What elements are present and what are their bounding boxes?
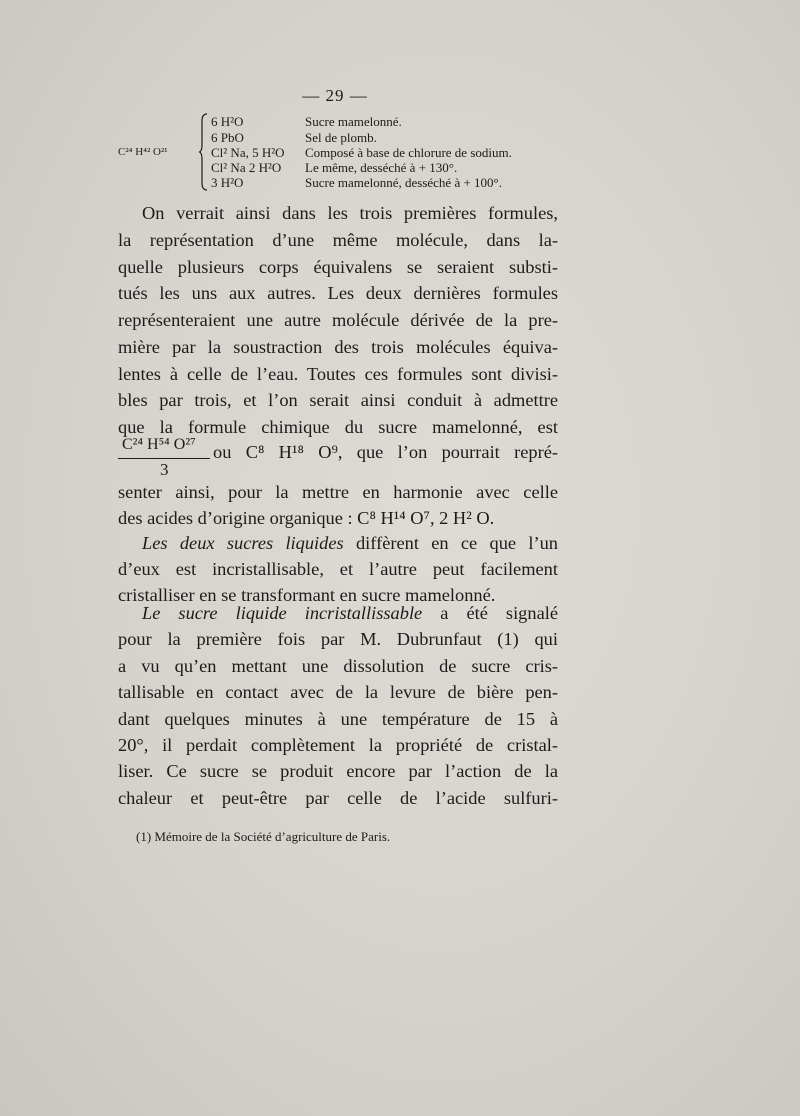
formula-bracket-label: C²⁴ H⁴² O²¹ xyxy=(118,146,168,158)
text-line: senter ainsi, pour la mettre en harmonie avec celle xyxy=(118,482,558,502)
text-line: la représentation d’une même molécule, dans la- xyxy=(118,230,558,250)
text-line: lentes à celle de l’eau. Toutes ces formules sont divisi- xyxy=(118,364,558,384)
text-line: 20°, il perdait complètement la propriété de cristal- xyxy=(118,735,558,755)
formula-row-5-description: Sucre mamelonné, desséché à + 100°. xyxy=(305,175,502,190)
footnote: (1) Mémoire de la Société d’agriculture de Paris. xyxy=(136,829,391,844)
text-line: chaleur et peut-être par celle de l’acide sulfuri- xyxy=(118,788,558,808)
text-line: cristalliser en se transformant en sucre mamelonné. xyxy=(118,585,496,605)
text-line: que la formule chimique du sucre mamelonné, est xyxy=(118,417,558,437)
fraction-numerator: C²⁴ H⁵⁴ O²⁷ xyxy=(122,436,196,453)
text-line: mière par la soustraction des trois molécules équiva- xyxy=(118,337,558,357)
formula-row-1-description: Sucre mamelonné. xyxy=(305,114,402,129)
text-line: On verrait ainsi dans les trois premières formules, xyxy=(142,203,558,223)
text-run: diffèrent en ce que l’un xyxy=(343,533,558,553)
formula-table xyxy=(0,0,800,200)
text-line: a vu qu’en mettant une dissolution de sucre cris- xyxy=(118,656,558,676)
text-line: liser. Ce sucre se produit encore par l’action de la xyxy=(118,761,558,781)
text-line: dant quelques minutes à une température de 15 à xyxy=(118,709,558,729)
text-line: bles par trois, et l’on serait ainsi conduit à admettre xyxy=(118,390,558,410)
text-line: des acides d’origine organique : C⁸ H¹⁴ O⁷, 2 H² O. xyxy=(118,508,495,528)
text-line: tués les uns aux autres. Les deux dernières formules xyxy=(118,283,558,303)
text-line: ou C⁸ H¹⁸ O⁹, que l’on pourrait repré- xyxy=(213,442,558,462)
text-run: a été signalé xyxy=(422,603,558,623)
text-line: quelle plusieurs corps équivalens se seraient substi- xyxy=(118,257,558,277)
text-line: tallisable en contact avec de la levure de bière pen- xyxy=(118,682,558,702)
formula-row-3-formula: Cl² Na, 5 H²O xyxy=(211,145,285,160)
formula-row-1-formula: 6 H²O xyxy=(211,114,244,129)
fraction-denominator: 3 xyxy=(160,460,169,479)
formula-row-2-formula: 6 PbO xyxy=(211,130,244,145)
formula-row-4-formula: Cl² Na 2 H²O xyxy=(211,160,282,175)
formula-row-5-formula: 3 H²O xyxy=(211,175,244,190)
formula-row-4-description: Le même, desséché à + 130°. xyxy=(305,160,458,175)
fraction-bar xyxy=(118,458,210,459)
text-line: pour la première fois par M. Dubrunfaut (1) qui xyxy=(118,629,558,649)
curly-brace-icon xyxy=(199,113,208,191)
italic-term: Le sucre liquide incristallissable xyxy=(142,603,423,623)
page-number: — 29 — xyxy=(302,86,368,105)
formula-fraction xyxy=(118,436,196,479)
formula-row-3-description: Composé à base de chlorure de sodium. xyxy=(305,145,512,160)
text-line: d’eux est incristallisable, et l’autre peut facilement xyxy=(118,559,558,579)
italic-term: Les deux sucres liquides xyxy=(142,533,344,553)
text-line-italic-lead xyxy=(142,603,558,624)
text-line: représenteraient une autre molécule dérivée de la pre- xyxy=(118,310,558,330)
formula-row-2-description: Sel de plomb. xyxy=(305,130,377,145)
text-line-italic-lead xyxy=(142,533,558,554)
